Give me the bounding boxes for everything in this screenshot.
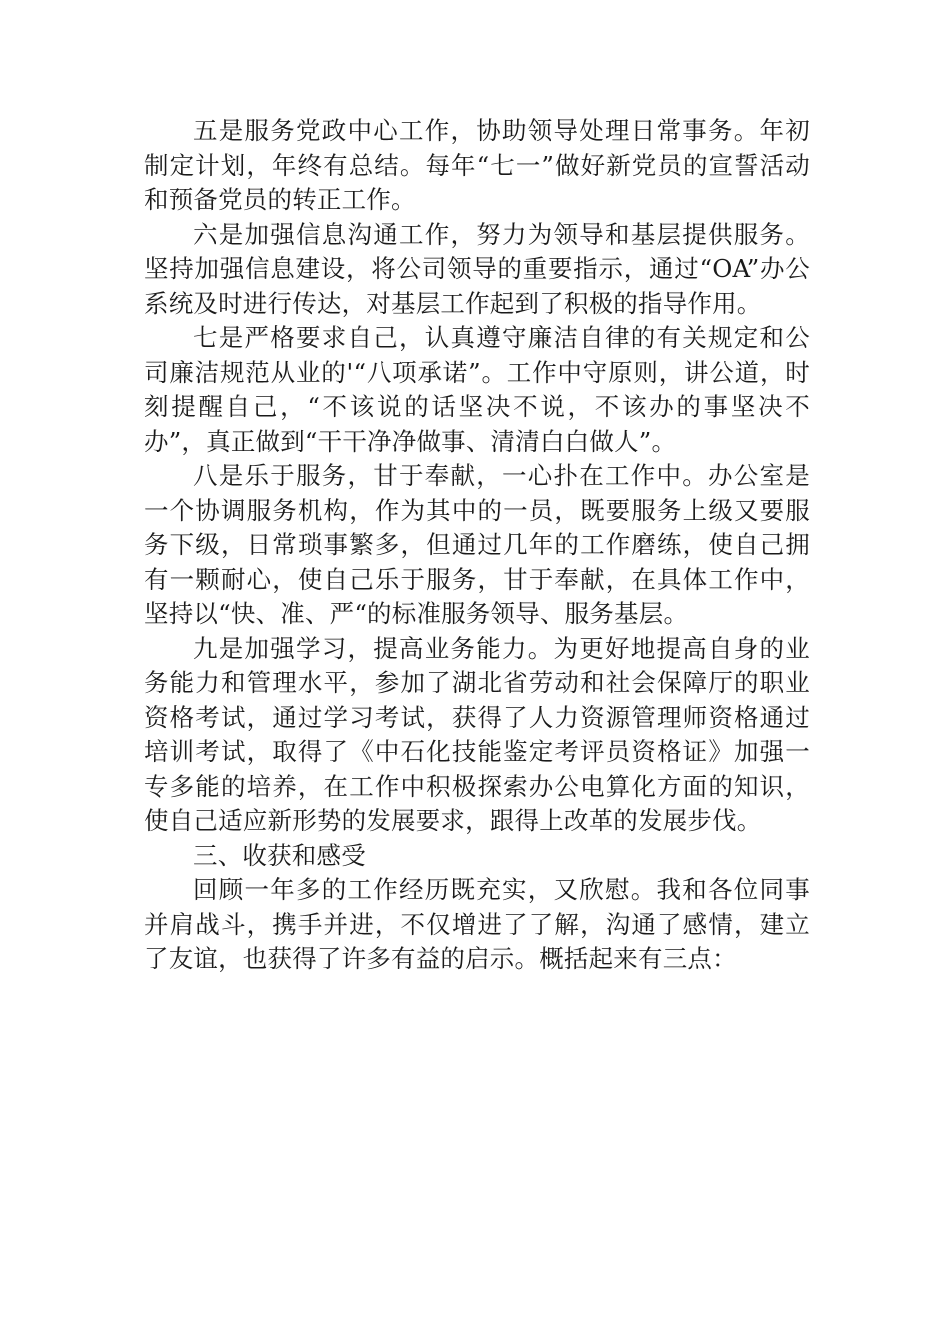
section-heading: 三、收获和感受 [193,840,366,870]
paragraph-study-ability: 九是加强学习，提高业务能力。为更好地提高自身的业务能力和管理水平，参加了湖北省劳动和社会保障厅的职业资格考试，通过学习考试，获得了人力资源管理师资格通过培训考试，取得了《中石化技能鉴定考评员资格证》加强一专多能的培养，在工作中积极探索办公电算化方面的知识，使自己适应新形势的发展要求，跟得上改革的发展步伐。 [144,633,810,835]
paragraph-service-party-center: 五是服务党政中心工作，协助领导处理日常事务。年初制定计划，年终有总结。每年“七一”做好新党员的宣誓活动和预备党员的转正工作。 [144,116,810,214]
paragraph-self-discipline: 七是严格要求自己，认真遵守廉洁自律的有关规定和公司廉洁规范从业的'“八项承诺”。工作中守原则，讲公道，时刻提醒自己，“不该说的话坚决不说，不该办的事坚决不办”，真正做到“干干净净做事、清清白白做人”。 [144,323,810,456]
paragraph-review: 回顾一年多的工作经历既充实，又欣慰。我和各位同事并肩战斗，携手并进，不仅增进了了解，沟通了感情，建立了友谊，也获得了许多有益的启示。概括起来有三点： [144,875,810,973]
paragraph-information-communication: 六是加强信息沟通工作，努力为领导和基层提供服务。坚持加强信息建设，将公司领导的重要指示，通过“OA”办公系统及时进行传达，对基层工作起到了积极的指导作用。 [144,219,810,318]
paragraph-service-dedication: 八是乐于服务，甘于奉献，一心扑在工作中。办公室是一个协调服务机构，作为其中的一员，既要服务上级又要服务下级，日常琐事繁多，但通过几年的工作磨练，使自己拥有一颗耐心，使自己乐于服务，甘于奉献，在具体工作中，坚持以“快、准、严“的标准服务领导、服务基层。 [144,461,810,628]
document-page [144,114,810,977]
